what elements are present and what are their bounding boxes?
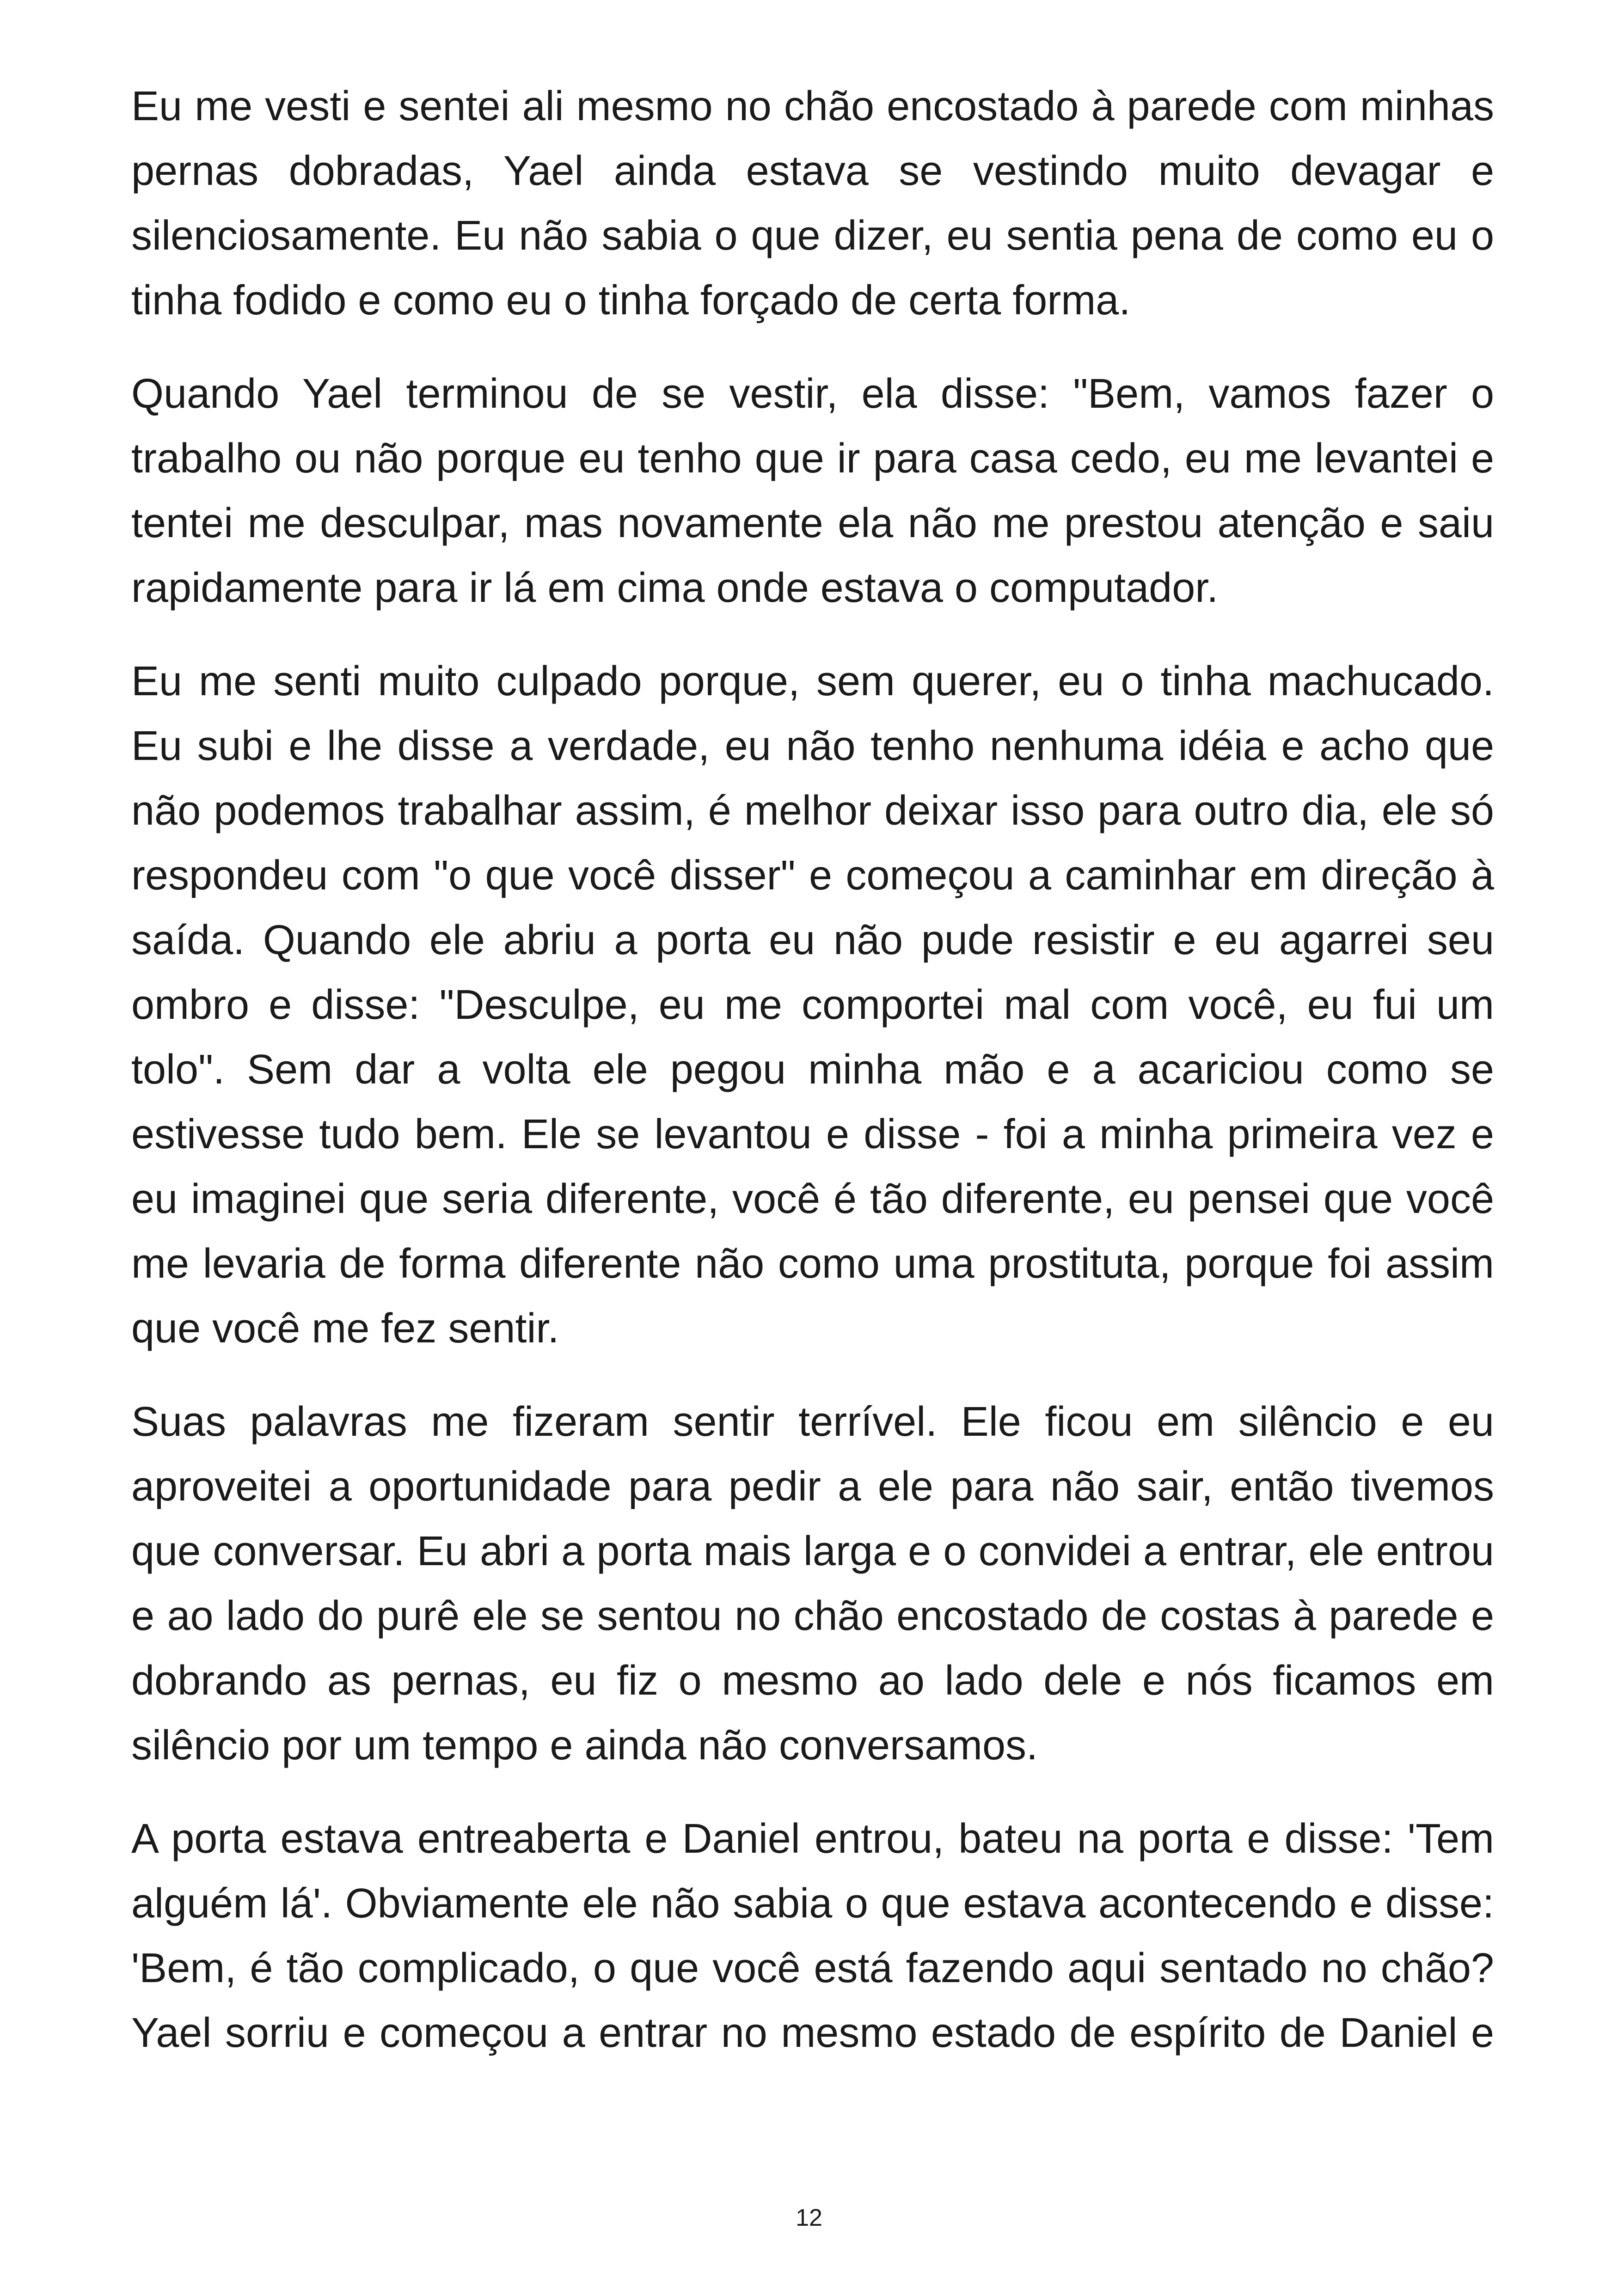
page-number: 12 bbox=[796, 2204, 822, 2231]
paragraph-1: Eu me vesti e sentei ali mesmo no chão encostado à parede com minhas pernas dobradas, Yael ainda estava se vestindo muito devagar e silenciosamente. Eu não sabia o que dizer, eu sentia pena de como eu o tinha fodido e como eu o tinha forçado de certa forma. bbox=[131, 83, 1494, 324]
paragraph-3: Eu me senti muito culpado porque, sem querer, eu o tinha machucado. Eu subi e lhe disse a verdade, eu não tenho nenhuma idéia e acho que não podemos trabalhar assim, é melhor deixar isso para outro dia, ele só respondeu com "o que você disser" e começou a caminhar em direção à saída. Quando ele abriu a porta eu não pude resistir e eu agarrei seu ombro e disse: "Desculpe, eu me comportei mal com você, eu fui um tolo". Sem dar a volta ele pegou minha mão e a acariciou como se estivesse tudo bem. Ele se levantou e disse - foi a minha primeira vez e eu imaginei que seria diferente, você é tão diferente, eu pensei que você me levaria de forma diferente não como uma prostituta, porque foi assim que você me fez sentir. bbox=[131, 658, 1494, 1352]
body-text bbox=[131, 74, 1494, 2094]
paragraph-2: Quando Yael terminou de se vestir, ela disse: "Bem, vamos fazer o trabalho ou não porque eu tenho que ir para casa cedo, eu me levantei e tentei me desculpar, mas novamente ela não me prestou atenção e saiu rapidamente para ir lá em cima onde estava o computador. bbox=[131, 371, 1494, 611]
paragraph-4: Suas palavras me fizeram sentir terrível. Ele ficou em silêncio e eu aproveitei a oportunidade para pedir a ele para não sair, então tivemos que conversar. Eu abri a porta mais larga e o convidei a entrar, ele entrou e ao lado do purê ele se sentou no chão encostado de costas à parede e dobrando as pernas, eu fiz o mesmo ao lado dele e nós ficamos em silêncio por um tempo e ainda não conversamos. bbox=[131, 1399, 1494, 1769]
paragraph-5: A porta estava entreaberta e Daniel entrou, bateu na porta e disse: 'Tem alguém lá'. Obviamente ele não sabia o que estava acontecendo e disse: 'Bem, é tão complicado, o que você está fazendo aqui sentado no chão? Yael sorriu e começou a entrar no mesmo estado de espírito de Daniel e bbox=[131, 1816, 1494, 2056]
